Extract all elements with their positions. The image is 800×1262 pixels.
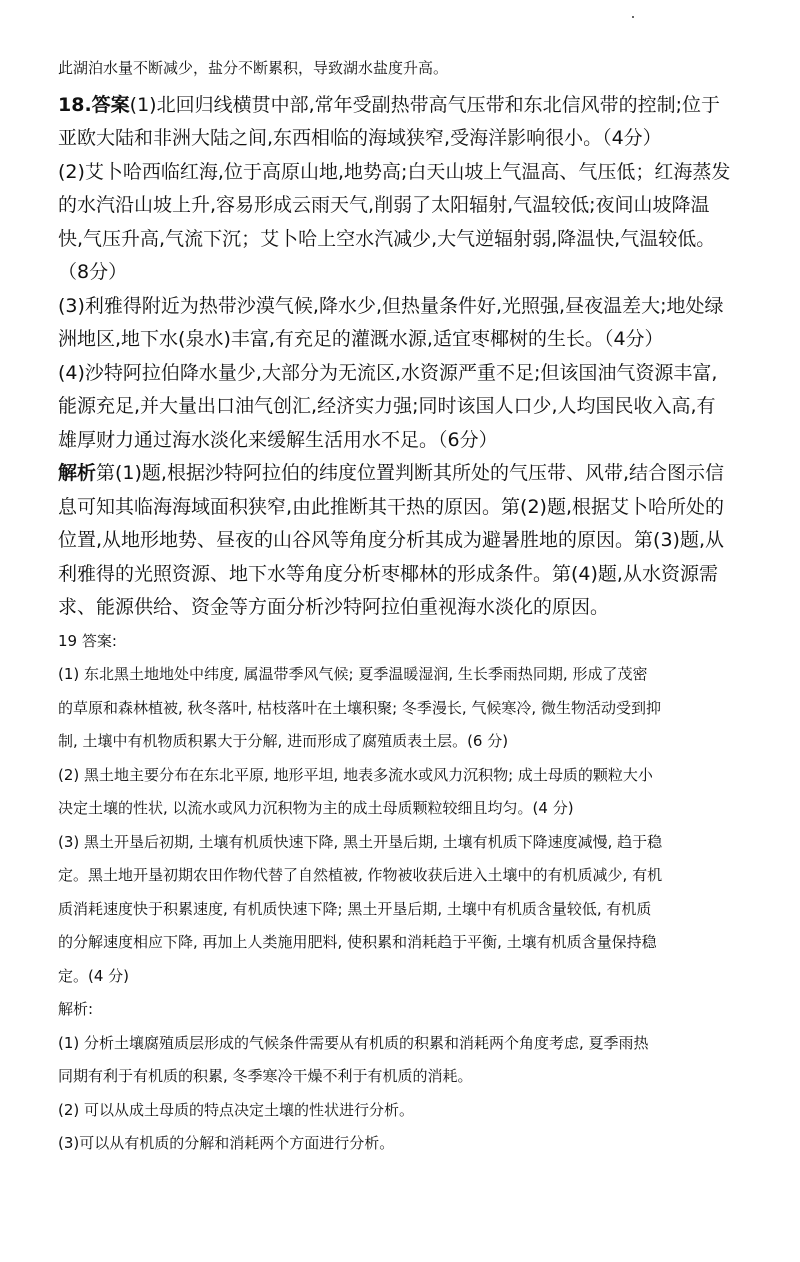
q19-p3-line: (3) 黑土开垦后初期, 土壤有机质快速下降, 黑土开垦后期, 土壤有机质下降速度减慢, 趋于稳 (58, 832, 663, 851)
q18-p1-line: 亚欧大陆和非洲大陆之间,东西相临的海域狭窄,受海洋影响很小。（4分） (58, 127, 662, 149)
q19-a1-line: 同期有利于有机质的积累, 冬季寒冷干燥不利于有机质的消耗。 (58, 1067, 473, 1085)
q19-p1-line: (1) 东北黑土地地处中纬度, 属温带季风气候; 夏季温暖湿润, 生长季雨热同期, 形成了茂密 (58, 665, 648, 683)
q19-heading: 19 答案: (58, 631, 117, 650)
q19-p3-line: 质消耗速度快于积累速度, 有机质快速下降; 黑土开垦后期, 土壤中有机质含量较低, 有机质 (58, 899, 652, 918)
q19-p3-line: 的分解速度相应下降, 再加上人类施用肥料, 使积累和消耗趋于平衡, 土壤有机质含量保持稳 (58, 933, 657, 951)
q19-p2-line: 决定土壤的性状, 以流水或风力沉积物为主的成土母质颗粒较细且均匀。(4 分) (58, 799, 574, 817)
q18-section (58, 89, 758, 625)
q19-section (58, 625, 758, 1161)
q18-p2-line: （8分） (58, 261, 128, 283)
q18-analysis-line: 利雅得的光照资源、地下水等角度分析枣椰林的形成条件。第(4)题,从水资源需 (58, 562, 718, 585)
q19-p3-line: 定。(4 分) (58, 966, 130, 985)
q18-p4-line: 雄厚财力通过海水淡化来缓解生活用水不足。（6分） (58, 428, 498, 451)
q19-analysis-heading: 解析: (58, 1000, 94, 1018)
q19-p1-line: 制, 土壤中有机物质积累大于分解, 进而形成了腐殖质表土层。(6 分) (58, 732, 509, 750)
q18-analysis-line: 息可知其临海海域面积狭窄,由此推断其干热的原因。第(2)题,根据艾卜哈所处的 (58, 495, 724, 518)
q18-p4-line: 能源充足,并大量出口油气创汇,经济实力强;同时该国人口少,人均国民收入高,有 (58, 395, 716, 417)
q18-analysis-line: 求、能源供给、资金等方面分析沙特阿拉伯重视海水淡化的原因。 (58, 596, 610, 618)
q18-analysis-text: 第(1)题,根据沙特阿拉伯的纬度位置判断其所处的气压带、风带,结合图示信 (96, 462, 725, 484)
q19-p3-line: 定。黑土地开垦初期农田作物代替了自然植被, 作物被收获后进入土壤中的有机质减少, 有机 (58, 866, 663, 884)
q18-analysis-line-1 (58, 457, 758, 491)
q19-p1-line: 的草原和森林植被, 秋冬落叶, 枯枝落叶在土壤积聚; 冬季漫长, 气候寒冷, 微生物活动受到抑 (58, 698, 661, 717)
q19-a1-line: (1) 分析土壤腐殖质层形成的气候条件需要从有机质的积累和消耗两个角度考虑, 夏季雨热 (58, 1033, 649, 1052)
q18-p2-line: 的水汽沿山坡上升,容易形成云雨天气,削弱了太阳辐射,气温较低;夜间山坡降温 (58, 194, 710, 216)
q18-answer-line-1 (58, 89, 758, 123)
q18-number: 18 (58, 93, 85, 116)
answer-page (58, 52, 758, 1161)
q18-p4-line: (4)沙特阿拉伯降水量少,大部分为无流区,水资源严重不足;但该国油气资源丰富, (58, 361, 718, 384)
q18-p2-line: 快,气压升高,气流下沉；艾卜哈上空水汽减少,大气逆辐射弱,降温快,气温较低。 (58, 227, 716, 250)
q18-p3-line: (3)利雅得附近为热带沙漠气候,降水少,但热量条件好,光照强,昼夜温差大;地处绿 (58, 294, 724, 317)
q18-analysis-label: 解析 (58, 462, 97, 484)
q17-tail-text: 此湖泊水量不断减少，盐分不断累积，导致湖水盐度升高。 (58, 59, 449, 77)
q18-analysis-line: 位置,从地形地势、昼夜的山谷风等角度分析其成为避暑胜地的原因。第(3)题,从 (58, 529, 724, 551)
q18-answer-label: .答案 (84, 93, 130, 116)
q18-p3-line: 洲地区,地下水(泉水)丰富,有充足的灌溉水源,适宜枣椰树的生长。（4分） (58, 328, 664, 350)
q19-a2-line: (2) 可以从成土母质的特点决定土壤的性状进行分析。 (58, 1100, 415, 1119)
q19-p2-line: (2) 黑土地主要分布在东北平原, 地形平坦, 地表多流水或风力沉积物; 成土母质的颗粒大小 (58, 765, 653, 784)
q19-a3-line: (3)可以从有机质的分解和消耗两个方面进行分析。 (58, 1134, 395, 1152)
scan-speck (632, 16, 634, 18)
q18-p1-text: (1)北回归线横贯中部,常年受副热带高气压带和东北信风带的控制;位于 (129, 93, 721, 116)
q18-p2-line: (2)艾卜哈西临红海,位于高原山地,地势高;白天山坡上气温高、气压低；红海蒸发 (58, 160, 731, 183)
